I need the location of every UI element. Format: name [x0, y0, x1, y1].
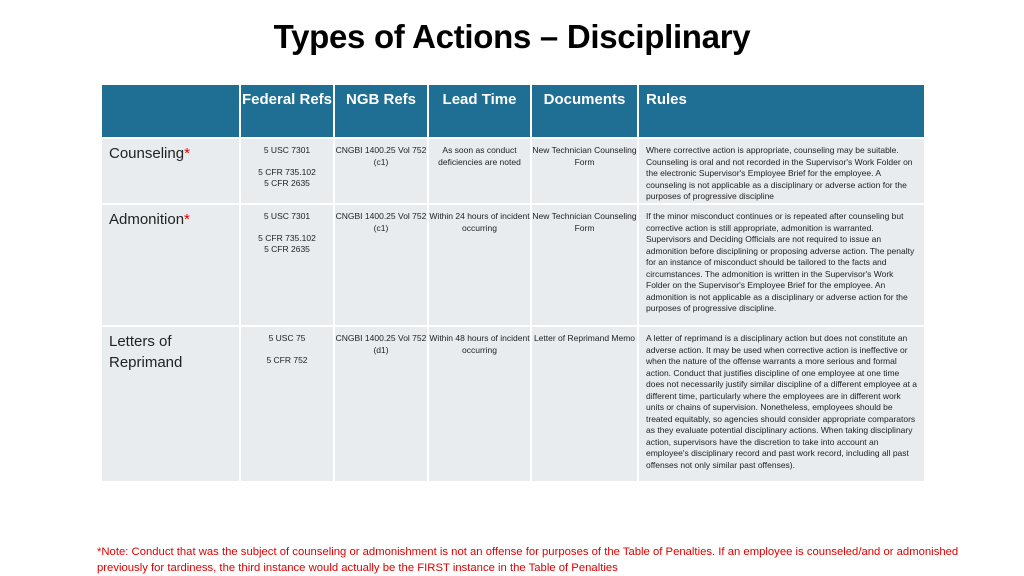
footnote: *Note: Conduct that was the subject of counseling or admonishment is not an offense for purposes of the Table of Penalties. If an employee is counseled/and or admonished previously for tardiness, the third instance would actually be the FIRST instance in the Table of Penalties — [97, 546, 959, 574]
disciplinary-actions-table — [100, 83, 926, 483]
lead-time-cell: As soon as conduct deficiencies are noted — [428, 138, 531, 204]
lead-time-cell: Within 48 hours of incident occurring — [428, 326, 531, 482]
table-header-row — [101, 84, 925, 138]
asterisk-marker: * — [184, 145, 190, 162]
header-blank — [101, 84, 240, 138]
federal-refs-cell — [240, 326, 334, 482]
federal-ref: 5 USC 7301 — [263, 211, 311, 221]
federal-ref: 5 USC 75 — [268, 333, 306, 343]
rules-cell: If the minor misconduct continues or is repeated after counseling but corrective action is still appropriate, admonition is warranted. Supervisors and Deciding Officials are not required to issue an admonition before disciplining or proposing adverse action. The penalty for an instance of misconduct should be tailored to the facts and circumstances. The admonition is written in the Supervisor's Work Folder on the Supervisor's Employee Brief for the employee. An admonition is not applicable as a disciplinary or adverse action for the purposes of progressive discipline. — [638, 204, 925, 326]
federal-ref: 5 CFR 752 — [266, 354, 308, 365]
action-name — [101, 204, 240, 326]
table-row-admonition — [101, 204, 925, 326]
header-documents: Documents — [531, 84, 638, 138]
rules-cell: A letter of reprimand is a disciplinary action but does not constitute an adverse action. It may be used when corrective action is ineffective or when the nature of the offense warrants a more serious and formal action. Conduct that justifies discipline of one employee at one time does not necessarily justify similar discipline of a different employee at a different time, particularly where the employees are in different work units or chains of supervision. Nonetheless, employees should be treated equitably, so agencies should consider appropriate comparators as they evaluate potential disciplinary actions. When taking disciplinary action, supervisors have the discretion to take into account an employee's disciplinary record and past work record, including all past offenses not only similar past offenses). — [638, 326, 925, 482]
documents-cell: New Technician Counseling Form — [531, 204, 638, 326]
action-name-text: Admonition — [109, 211, 185, 228]
header-lead-time: Lead Time — [428, 84, 531, 138]
page-title: Types of Actions – Disciplinary — [273, 18, 751, 55]
action-name-text: Counseling — [109, 145, 185, 162]
lead-time-cell: Within 24 hours of incident occurring — [428, 204, 531, 326]
federal-refs-cell — [240, 204, 334, 326]
ngb-refs-cell: CNGBI 1400.25 Vol 752 (d1) — [334, 326, 428, 482]
table-row-counseling — [101, 138, 925, 204]
header-ngb-refs: NGB Refs — [334, 84, 428, 138]
federal-ref: 5 CFR 2635 — [264, 178, 310, 188]
rules-cell: Where corrective action is appropriate, counseling may be suitable. Counseling is oral and not recorded in the Supervisor's Work Folder on the electronic Supervisor's Employee Brief for the employee. A counseling is not applicable as a disciplinary or adverse action for the purposes of progressive discipline — [638, 138, 925, 204]
ngb-refs-cell: CNGBI 1400.25 Vol 752 (c1) — [334, 138, 428, 204]
table-row-letters-of-reprimand — [101, 326, 925, 482]
federal-refs-cell — [240, 138, 334, 204]
federal-ref: 5 CFR 735.102 — [258, 232, 316, 243]
federal-ref: 5 CFR 735.102 — [258, 166, 316, 177]
action-name-text: Letters of Reprimand — [109, 333, 183, 371]
ngb-refs-cell: CNGBI 1400.25 Vol 752 (c1) — [334, 204, 428, 326]
action-name — [101, 326, 240, 482]
federal-ref: 5 CFR 2635 — [264, 244, 310, 254]
documents-cell: New Technician Counseling Form — [531, 138, 638, 204]
header-rules: Rules — [638, 84, 925, 138]
action-name — [101, 138, 240, 204]
header-federal-refs: Federal Refs — [240, 84, 334, 138]
documents-cell: Letter of Reprimand Memo — [531, 326, 638, 482]
asterisk-marker: * — [184, 211, 190, 228]
federal-ref: 5 USC 7301 — [263, 145, 311, 155]
